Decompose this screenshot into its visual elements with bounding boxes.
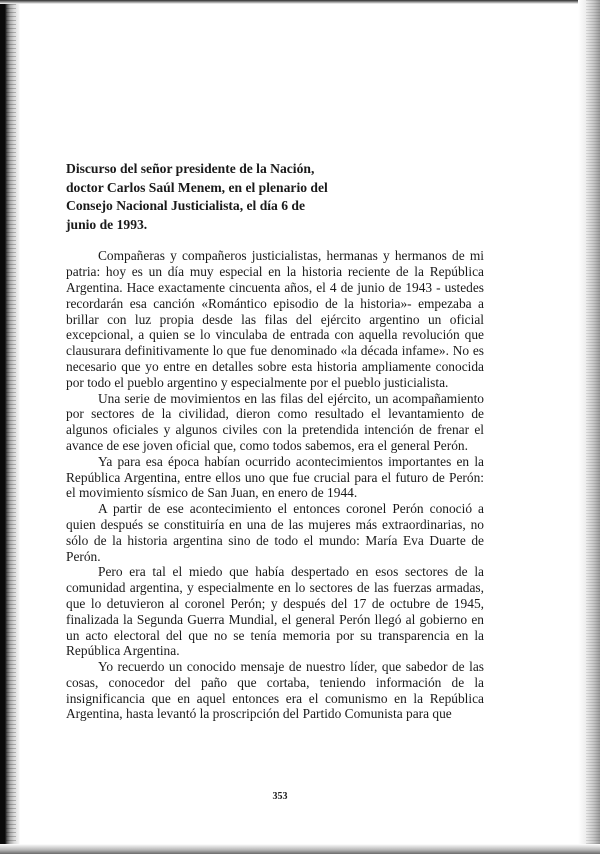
- heading-line-3: Consejo Nacional Justicialista, el día 6 de: [66, 198, 306, 214]
- speech-heading: [66, 160, 356, 234]
- paragraph-1: Compañeras y compañeros justicialistas, hermanas y hermanos de mi patria: hoy es un día muy especial en la historia reciente de la República Argentina. Hace exactamente cincuenta años, el 4 de junio de 1943 - ustedes recordarán esa canción «Romántico episodio de la historia»- empezaba a brillar con luz propia desde las filas del ejército argentino un oficial excepcional, a quien se lo vinculaba de entrada con aquella revolución que clausurara definitivamente lo que fue denominado «la década infame». No es necesario que yo entre en detalles sobre esta historia ampliamente conocida por todo el pueblo argentino y especialmente por el pueblo justicialista.: [66, 248, 484, 390]
- page-right-edge: [578, 0, 600, 854]
- page-content: [66, 160, 484, 722]
- page-number: 353: [272, 791, 288, 802]
- paragraph-6: Yo recuerdo un conocido mensaje de nuestro líder, que sabedor de las cosas, conocedor del paño que cortaba, teniendo información de la insignificancia que en aquel entonces era el comunismo en la República Argentina, hasta levantó la proscripción del Partido Comunista para que: [66, 659, 484, 722]
- heading-line-4: junio de 1993.: [66, 216, 148, 232]
- speech-body: [66, 248, 484, 722]
- page-bottom-edge: [0, 844, 600, 854]
- paragraph-4: A partir de ese acontecimiento el entonces coronel Perón conoció a quien después se constituiría en una de las mujeres más extraordinarias, no sólo de la historia argentina sino de todo el mundo: María Eva Duarte de Perón.: [66, 501, 484, 564]
- page-top-edge: [0, 0, 600, 4]
- paragraph-3: Ya para esa época habían ocurrido acontecimientos importantes en la República Argentina, entre ellos uno que fue crucial para el futuro de Perón: el movimiento sísmico de San Juan, en enero de 1944.: [66, 453, 484, 501]
- paragraph-2: Una serie de movimientos en las filas del ejército, un acompañamiento por sectores de la civilidad, dieron como resultado el levantamiento de algunos oficiales y algunos civiles con la pretendida intención de frenar el avance de ese joven oficial que, como todos sabemos, era el general Perón.: [66, 390, 484, 453]
- heading-line-2: doctor Carlos Saúl Menem, en el plenario del: [66, 179, 328, 195]
- heading-line-1: Discurso del señor presidente de la Nación,: [66, 161, 315, 176]
- paragraph-5: Pero era tal el miedo que había despertado en esos sectores de la comunidad argentina, y especialmente en lo sectores de las fuerzas armadas, que lo detuvieron al coronel Perón; y después del 17 de octubre de 1945, finalizada la Segunda Guerra Mundial, el general Perón llegó al gobierno en un acto electoral del que no se tenía memoria por su transparencia en la República Argentina.: [66, 564, 484, 659]
- book-binding-shadow: [0, 0, 20, 854]
